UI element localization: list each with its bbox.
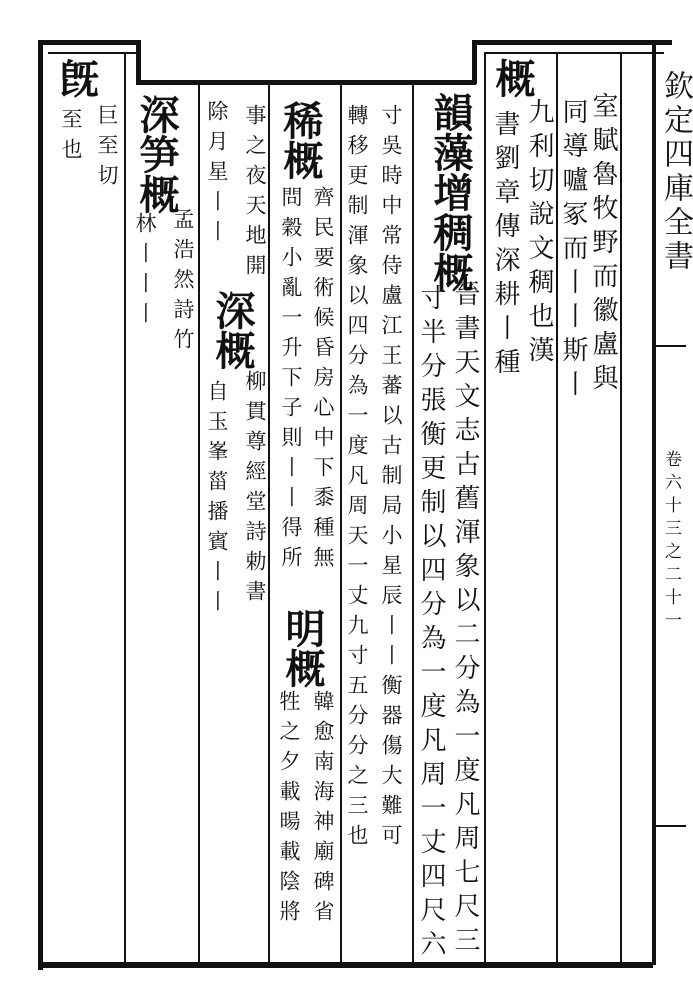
text-column: 齊民要術候昏房心中下黍種無 bbox=[311, 186, 335, 576]
text-column: 書劉章傳深耕丨種 bbox=[490, 110, 520, 382]
column-divider bbox=[198, 84, 200, 964]
text-column: 至也 bbox=[59, 108, 83, 168]
top-border-right bbox=[472, 40, 672, 45]
column-divider bbox=[620, 52, 622, 964]
entry-head: 韻藻增稠概 bbox=[427, 92, 474, 292]
top-border-step-vertical bbox=[136, 40, 141, 84]
text-column: 寸半分張衡更制以四分為一度凡周一丈四尺六 bbox=[416, 284, 446, 964]
entry-head: 概 bbox=[489, 58, 536, 98]
text-column: 自玉峯菑播賓丨丨 bbox=[205, 380, 229, 620]
inner-top-rule-right bbox=[484, 52, 664, 54]
text-column: 孟浩然詩竹 bbox=[171, 208, 195, 358]
top-border-step-vertical-right bbox=[472, 40, 477, 84]
text-column: 室賦魯牧野而徽盧與 bbox=[588, 92, 618, 398]
book-title: 欽定四庫全書 bbox=[658, 70, 693, 274]
entry-head: 深笋概 bbox=[133, 94, 180, 214]
fishtail-mark-bottom bbox=[656, 825, 686, 827]
text-column: 九利切說文稠也漢 bbox=[524, 98, 554, 370]
entry-head: 旣 bbox=[53, 58, 100, 98]
text-column: 寸吳時中常侍盧江王蕃以古制局小星辰丨丨衡器傷大難可 bbox=[379, 104, 403, 854]
text-column: 晉書天文志古舊渾象以二分為一度凡周七尺三 bbox=[450, 280, 480, 960]
column-divider bbox=[124, 52, 126, 967]
text-column: 林丨丨丨 bbox=[133, 212, 157, 332]
top-border-middle bbox=[136, 80, 476, 85]
text-column: 韓愈南海神廟碑省 bbox=[311, 690, 335, 930]
column-divider bbox=[484, 52, 486, 964]
text-column: 同導嚧冢而丨丨斯丨 bbox=[558, 98, 588, 404]
text-column: 事之夜天地開 bbox=[243, 104, 267, 284]
entry-head: 稀概 bbox=[277, 100, 324, 180]
fishtail-mark-top bbox=[656, 345, 686, 347]
text-column: 問穀小亂一升下子則丨丨得所 bbox=[279, 186, 303, 576]
left-border bbox=[38, 40, 43, 970]
text-column: 柳貫尊經堂詩勅書 bbox=[243, 370, 267, 610]
column-divider bbox=[412, 84, 414, 964]
text-column: 牲之夕載暘載陰將 bbox=[277, 690, 301, 930]
top-border-left bbox=[40, 40, 140, 45]
margin-volume-note: 卷六十三之二十一 bbox=[661, 450, 681, 634]
text-column: 巨至切 bbox=[95, 104, 119, 194]
bottom-border bbox=[38, 962, 653, 968]
column-divider bbox=[268, 84, 270, 964]
entry-head: 深概 bbox=[209, 290, 256, 370]
entry-head: 明概 bbox=[279, 608, 326, 688]
text-column: 轉移更制渾象以四分為一度凡周天一丈九寸五分分之三也 bbox=[345, 104, 369, 854]
text-column: 除月星丨丨 bbox=[205, 100, 229, 250]
column-divider bbox=[340, 84, 342, 964]
